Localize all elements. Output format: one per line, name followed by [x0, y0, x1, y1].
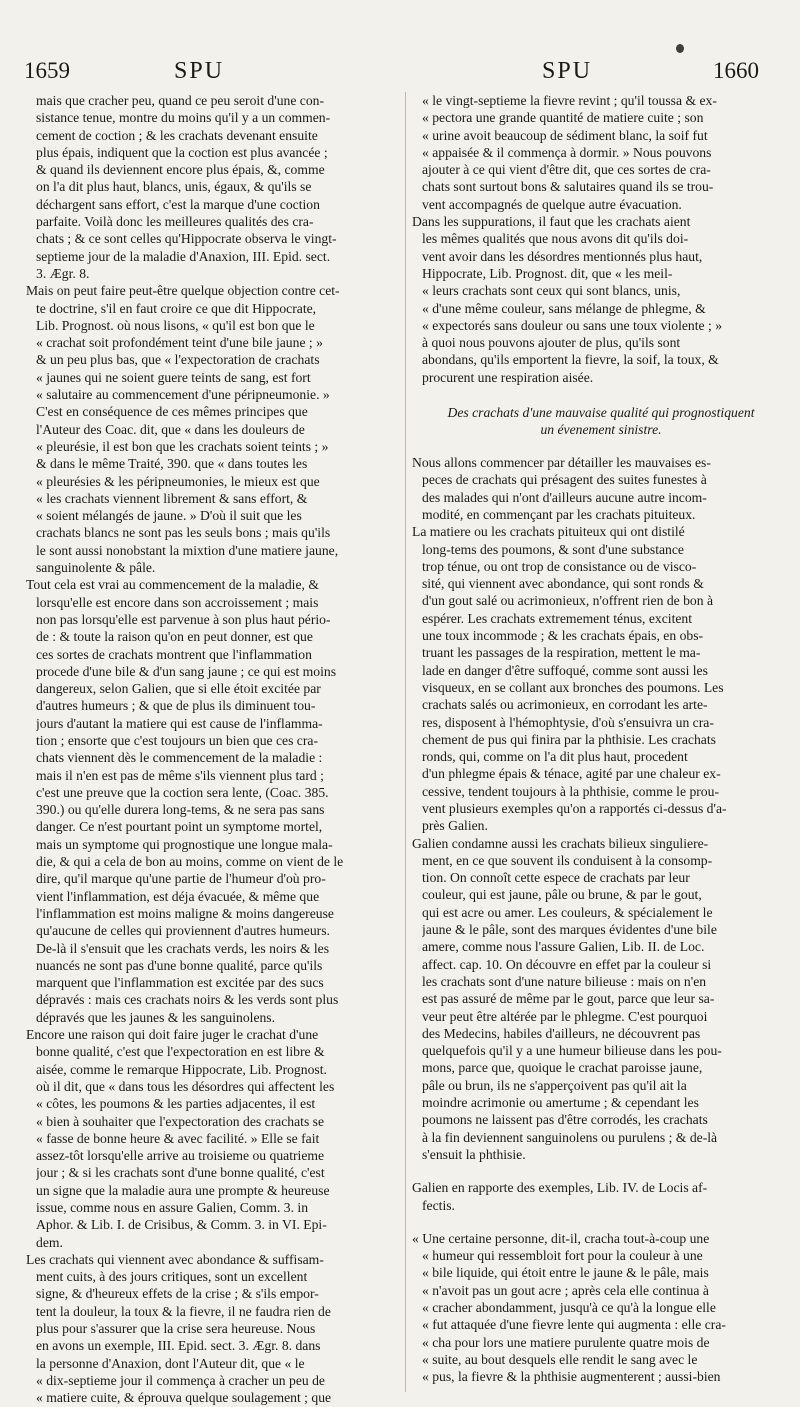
text-line: « cha pour lors une matiere purulente quatre mois de: [422, 1334, 710, 1350]
text-line: en avons un exemple, III. Epid. sect. 3. Ægr. 8. dans: [36, 1338, 321, 1354]
text-line: « matiere cuite, & éprouva quelque soulagement ; que: [36, 1390, 332, 1406]
text-line: & un peu plus bas, que « l'expectoration de crachats: [36, 352, 320, 368]
text-line: lorsqu'elle est encore dans son accroissement ; mais: [36, 594, 319, 610]
text-line: vient l'inflammation, est déja évacuée, & même que: [36, 888, 320, 904]
right-page-number: 1660: [713, 58, 759, 83]
text-line: parfaite. Voilà donc les meilleures qualités des cra-: [36, 214, 314, 230]
text-line: tion. On connoît cette espece de crachats par leur: [422, 870, 690, 886]
text-line: La matiere ou les crachats pituiteux qui ont distilé: [412, 524, 685, 540]
text-line: d'autres humeurs ; & que de plus ils diminuent tou-: [36, 698, 316, 714]
text-line: danger. Ce n'est pourtant point un symptome mortel,: [36, 819, 323, 835]
text-line: Tout cela est vrai au commencement de la maladie, &: [26, 577, 319, 593]
paragraph: [412, 835, 790, 1164]
text-line: non pas lorsqu'elle est parvenue à son plus haut pério-: [36, 611, 331, 627]
text-line: ment cuits, à des jours critiques, sont un excellent: [36, 1269, 308, 1285]
text-line: les crachats sont d'une nature bilieuse : mais on n'en: [422, 973, 707, 989]
text-line: septieme jour de la maladie d'Anaxion, III. Epid. sect.: [36, 248, 331, 264]
text-line: vent avoir dans les désordres mentionnés plus haut,: [422, 248, 703, 264]
text-line: & quand ils deviennent encore plus épais, &, comme: [36, 162, 325, 178]
text-line: ment, en ce que souvent ils conduisent à la consomp-: [422, 852, 713, 868]
text-line: Encore une raison qui doit faire juger le crachat d'une: [26, 1027, 319, 1043]
paragraph: [412, 213, 790, 386]
text-line: peces de crachats qui présagent des suites funestes à: [422, 472, 707, 488]
text-line: trop ténue, ou ont trop de consistance ou de visco-: [422, 558, 697, 574]
text-line: d'un gout salé ou acrimonieux, n'offrent rien de bon à: [422, 593, 714, 609]
text-line: dangereux, selon Galien, que si elle étoit excitée par: [36, 681, 321, 697]
text-line: sité, qui viennent avec abondance, qui sont ronds &: [422, 576, 704, 592]
paragraph-gap: [412, 1214, 790, 1230]
right-running-title: SPU: [542, 58, 593, 84]
text-line: dépravés : mais ces crachats noirs & les verds sont plus: [36, 992, 339, 1008]
text-line: « soient mélangés de jaune. » D'où il suit que les: [36, 508, 302, 524]
text-line: jour ; & si les crachats sont d'une bonne qualité, c'est: [36, 1165, 325, 1181]
text-line: vent accompagnés de quelque autre évacuation.: [422, 196, 682, 212]
paragraph: [412, 1179, 790, 1214]
text-line: « pleurésie, il est bon que les crachats soient teints ; »: [36, 438, 329, 454]
text-line: cement de coction ; & les crachats devenant ensuite: [36, 127, 318, 143]
text-line: le sont aussi nonobstant la mixtion d'une matiere jaune,: [36, 542, 339, 558]
text-line: 390.) ou qu'elle durera long-tems, & ne sera pas sans: [36, 802, 325, 818]
text-line: une toux incommode ; & les crachats épais, en obs-: [422, 628, 704, 644]
text-line: dire, qu'il marque qu'une partie de l'humeur d'où pro-: [36, 871, 326, 887]
text-line: « expectorés sans douleur ou sans une toux violente ; »: [422, 317, 723, 333]
text-line: qu'aucune de celles qui proviennent d'autres humeurs.: [36, 923, 330, 939]
column-divider: [405, 92, 406, 1392]
text-line: « suite, au bout desquels elle rendit le sang avec le: [422, 1351, 698, 1367]
text-line: modité, en commençant par les crachats pituiteux.: [422, 506, 696, 522]
text-line: « leurs crachats sont ceux qui sont blancs, unis,: [422, 283, 681, 299]
text-line: des malades qui n'ont d'ailleurs aucune autre incom-: [422, 489, 707, 505]
text-line: un signe que la maladie aura une prompte & heureuse: [36, 1182, 330, 1198]
text-line: tent la douleur, la toux & la fievre, il ne faudra rien de: [36, 1303, 331, 1319]
paragraph: [412, 92, 790, 213]
text-line: crachats salés ou acrimonieux, en corrodant les arte-: [422, 697, 708, 713]
text-line: lade en danger d'être suffoqué, comme sont aussi les: [422, 662, 708, 678]
section-heading-line: un évenement sinistre.: [540, 422, 662, 438]
text-line: on l'a dit plus haut, blancs, unis, égaux, & qu'ils se: [36, 179, 312, 195]
section-heading: [412, 404, 790, 438]
text-line: « appaisée & il commença à dormir. » Nous pouvons: [422, 144, 712, 160]
text-line: res, disposent à l'hémophtysie, d'où s'ensuivra un cra-: [422, 714, 714, 730]
text-line: « n'avoit pas un gout acre ; après cela elle continua à: [422, 1282, 709, 1298]
text-line: à la fin deviennent sanguinolens ou purulens ; & de-là: [422, 1129, 718, 1145]
text-line: 3. Ægr. 8.: [36, 265, 90, 281]
paragraph: [26, 576, 404, 1026]
text-line: marquent que l'inflammation est excitée par des sucs: [36, 975, 324, 991]
text-line: « urine avoit beaucoup de sédiment blanc, la soif fut: [422, 127, 708, 143]
text-line: est pas assuré de même par le gout, parce que leur sa-: [422, 991, 715, 1007]
text-line: chats ; & ce sont celles qu'Hippocrate observa le vingt-: [36, 231, 337, 247]
text-line: chats viennent dès le commencement de la maladie :: [36, 750, 323, 766]
text-line: les mêmes qualités que nous avons dit qu'ils doi-: [422, 231, 689, 247]
text-line: tion ; ensorte que c'est toujours un bien que ces cra-: [36, 732, 319, 748]
text-line: « bien à souhaiter que l'expectoration des crachats se: [36, 1113, 325, 1129]
text-line: Lib. Prognost. où nous lisons, « qu'il est bon que le: [36, 317, 315, 333]
text-line: Aphor. & Lib. I. de Crisibus, & Comm. 3. in VI. Epi-: [36, 1217, 327, 1233]
left-running-title: SPU: [174, 58, 225, 84]
text-line: « pectora une grande quantité de matiere cuite ; son: [422, 110, 704, 126]
text-line: nuancés ne sont pas d'une bonne qualité, parce qu'ils: [36, 957, 323, 973]
text-line: « fasse de bonne heure & avec facilité. » Elle se fait: [36, 1130, 320, 1146]
text-line: d'un phlegme épais & ténace, agité par une chaleur ex-: [422, 766, 721, 782]
text-line: bonne qualité, c'est que l'expectoration en est libre &: [36, 1044, 325, 1060]
text-line: assez-tôt lorsqu'elle arrive au troisieme ou quatrieme: [36, 1148, 325, 1164]
text-line: visqueux, en se collant aux bronches des poumons. Les: [422, 679, 724, 695]
text-line: espérer. Les crachats extremement ténus, excitent: [422, 610, 693, 626]
text-line: chement de pus qui finira par la phthisie. Les crachats: [422, 731, 716, 747]
text-line: mais un symptome qui prognostique une longue mala-: [36, 836, 333, 852]
text-line: « les crachats viennent librement & sans effort, &: [36, 490, 308, 506]
text-line: quelquefois qu'il y a une humeur bilieuse dans les pou-: [422, 1043, 722, 1059]
text-line: & dans le même Traité, 390. que « dans toutes les: [36, 456, 308, 472]
text-line: c'est une preuve que la coction sera lente, (Coac. 385.: [36, 784, 329, 800]
text-line: Les crachats qui viennent avec abondance & suffisam-: [26, 1251, 324, 1267]
text-line: « crachat soit profondément teint d'une bile jaune ; »: [36, 335, 323, 351]
text-line: couleur, qui est jaune, pâle ou brune, & par le gout,: [422, 887, 702, 903]
paragraph: [26, 1251, 404, 1407]
right-column: [412, 92, 790, 1385]
text-line: ronds, qui, comme on l'a dit plus haut, procedent: [422, 749, 688, 765]
text-line: « salutaire au commencement d'une péripneumonie. »: [36, 387, 330, 403]
paragraph: [26, 1026, 404, 1251]
text-line: « Une certaine personne, dit-il, cracha tout-à-coup une: [412, 1230, 710, 1246]
text-line: poumons ne laissent pas d'être corrodés, les crachats: [422, 1112, 708, 1128]
text-line: Hippocrate, Lib. Prognost. dit, que « les meil-: [422, 265, 673, 281]
text-line: mais que cracher peu, quand ce peu seroit d'une con-: [36, 93, 325, 108]
text-line: « pus, la fievre & la phthisie augmenterent ; aussi-bien: [422, 1369, 721, 1385]
text-line: des Medecins, habiles d'ailleurs, ne découvrent pas: [422, 1025, 701, 1041]
text-line: pâle ou brun, ils ne s'apperçoivent pas qu'il ait la: [422, 1077, 687, 1093]
text-line: signe, & d'heureux effets de la crise ; & s'ils empor-: [36, 1286, 319, 1302]
text-line: fectis.: [422, 1197, 455, 1213]
text-line: die, & qui a cela de bon au moins, comme on vient de le: [36, 854, 344, 870]
text-line: long-tems des poumons, & sont d'une substance: [422, 541, 684, 557]
text-line: plus pour s'assurer que la crise sera heureuse. Nous: [36, 1321, 316, 1337]
text-line: amere, comme nous l'assure Galien, Lib. II. de Loc.: [422, 939, 705, 955]
text-line: ces sortes de crachats montrent que l'inflammation: [36, 646, 312, 662]
text-line: « fut attaquée d'une fievre lente qui augmenta : elle cra-: [422, 1317, 726, 1333]
text-line: De-là il s'ensuit que les crachats verds, les noirs & les: [36, 940, 330, 956]
ink-spot: [676, 44, 684, 53]
text-line: jours d'autant la matiere qui est cause de l'inflamma-: [36, 715, 323, 731]
text-line: dépravés que les jaunes & les sanguinolens.: [36, 1009, 276, 1025]
text-line: la personne d'Anaxion, dont l'Auteur dit, que « le: [36, 1355, 305, 1371]
text-line: ajouter à ce qui vient d'être dit, que ces sortes de cra-: [422, 162, 711, 178]
text-line: l'inflammation est moins maligne & moins dangereuse: [36, 905, 334, 921]
text-line: s'ensuit la phthisie.: [422, 1146, 526, 1162]
text-line: Mais on peut faire peut-être quelque objection contre cet-: [26, 283, 340, 299]
text-line: « jaunes qui ne soient guere teints de sang, est fort: [36, 369, 311, 385]
text-line: sistance tenue, montre du moins qu'il y a un commen-: [36, 110, 331, 126]
text-line: « pleurésies & les péripneumonies, le mieux est que: [36, 473, 320, 489]
text-line: vent plusieurs exemples qu'on a rapportés ci-dessus d'a-: [422, 800, 727, 816]
text-line: C'est en conséquence de ces mêmes principes que: [36, 404, 308, 420]
text-line: « bile liquide, qui étoit entre le jaune & le pâle, mais: [422, 1265, 709, 1281]
section-heading-line: Des crachats d'une mauvaise qualité qui prognostiquent: [447, 405, 755, 421]
text-line: truant les passages de la respiration, mettent le ma-: [422, 645, 701, 661]
text-line: crachats blancs ne sont pas les seuls bons ; mais qu'ils: [36, 525, 331, 541]
text-line: plus épais, indiquent que la coction est plus avancée ;: [36, 144, 328, 160]
paragraph-gap: [412, 1163, 790, 1179]
text-line: « dix-septieme jour il commença à cracher un peu de: [36, 1372, 325, 1388]
paragraph: [412, 1230, 790, 1386]
text-line: affect. cap. 10. On découvre en effet par la couleur si: [422, 956, 712, 972]
text-line: Nous allons commencer par détailler les mauvaises es-: [412, 455, 711, 471]
paragraph: [412, 454, 790, 523]
paragraph: [26, 92, 404, 282]
text-line: déchargent sans effort, c'est la marque d'une coction: [36, 196, 320, 212]
text-line: jaune & le pâle, sont des marques évidentes d'une bile: [422, 922, 717, 938]
text-line: « d'une même couleur, sans mélange de phlegme, &: [422, 300, 706, 316]
text-line: chats sont surtout bons & salutaires quand ils se trou-: [422, 179, 714, 195]
text-line: moindre acrimonie ou amertume ; & cependant les: [422, 1095, 699, 1111]
text-line: aisée, comme le remarque Hippocrate, Lib. Prognost.: [36, 1061, 327, 1077]
left-column: [26, 92, 404, 1407]
text-line: procede d'une bile & d'un sang jaune ; ce qui est moins: [36, 663, 337, 679]
left-page-number: 1659: [24, 58, 70, 83]
text-line: près Galien.: [422, 818, 488, 834]
text-line: abondans, qu'ils emportent la fievre, la soif, la toux, &: [422, 352, 719, 368]
text-line: l'Auteur des Coac. dit, que « dans les douleurs de: [36, 421, 305, 437]
text-line: « côtes, les poumons & les parties adjacentes, il est: [36, 1096, 316, 1112]
paragraph: [412, 523, 790, 834]
text-line: qui est acre ou amer. Les couleurs, & spécialement le: [422, 904, 713, 920]
text-line: te doctrine, s'il en faut croire ce que dit Hippocrate,: [36, 300, 317, 316]
text-line: de : & toute la raison qu'on en peut donner, est que: [36, 629, 313, 645]
text-line: « le vingt-septieme la fievre revint ; qu'il toussa & ex-: [422, 93, 717, 108]
text-line: Galien en rapporte des exemples, Lib. IV. de Locis af-: [412, 1180, 708, 1196]
text-line: « humeur qui ressembloit fort pour la couleur à une: [422, 1248, 703, 1264]
text-line: Galien condamne aussi les crachats bilieux singuliere-: [412, 835, 709, 851]
paragraph: [26, 282, 404, 576]
text-line: « cracher abondamment, jusqu'à ce qu'à la longue elle: [422, 1300, 716, 1315]
text-line: mons, parce que, quoique le crachat paroisse jaune,: [422, 1060, 703, 1076]
text-line: cessive, tendent toujours à la phthisie, comme le prou-: [422, 783, 719, 799]
text-line: à quoi nous pouvons ajouter de plus, qu'ils sont: [422, 335, 681, 351]
text-line: sanguinolente & pâle.: [36, 560, 156, 576]
text-line: Dans les suppurations, il faut que les crachats aient: [412, 214, 691, 230]
text-line: veur peut être altérée par le phlegme. C'est pourquoi: [422, 1008, 708, 1024]
text-line: procurent une respiration aisée.: [422, 369, 594, 385]
text-line: mais il n'en est pas de même s'ils viennent plus tard ;: [36, 767, 324, 783]
text-line: dem.: [36, 1234, 63, 1250]
text-line: issue, comme nous en assure Galien, Comm. 3. in: [36, 1200, 309, 1215]
text-line: où il dit, que « dans tous les désordres qui affectent les: [36, 1078, 335, 1094]
